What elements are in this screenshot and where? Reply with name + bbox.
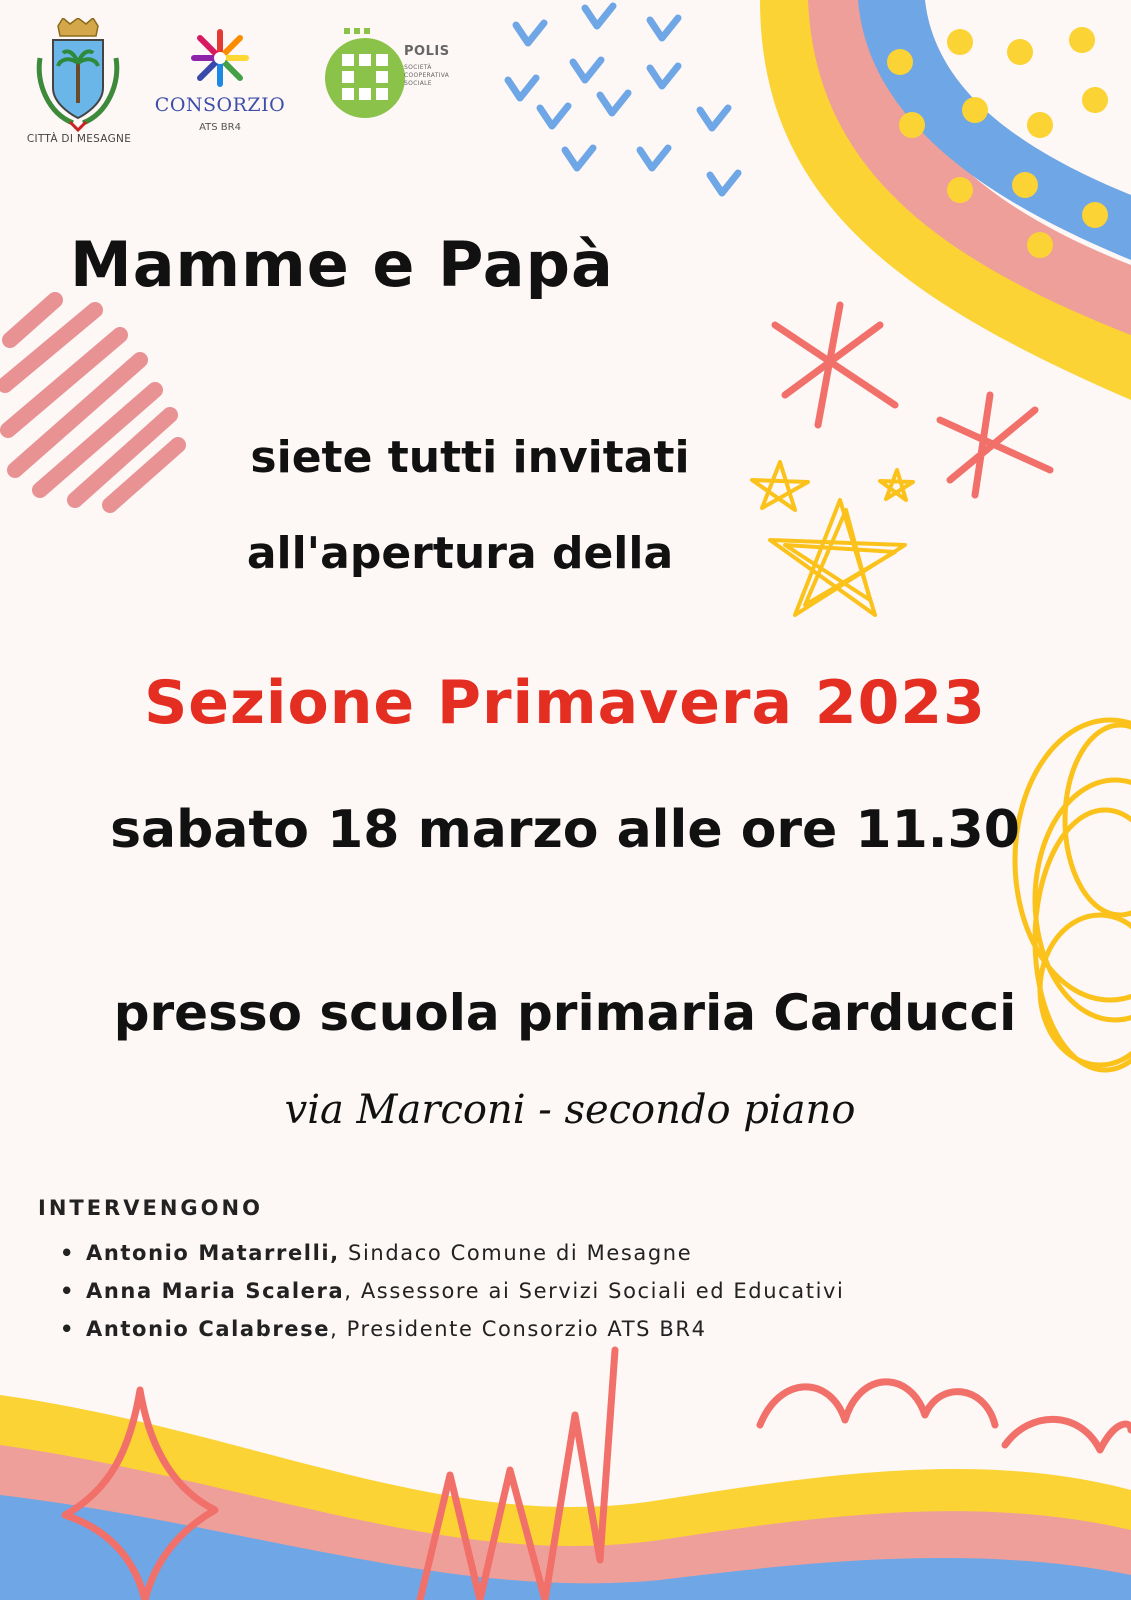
consorzio-subtitle: ATS BR4 (199, 122, 241, 133)
blue-checkmarks (508, 6, 738, 193)
speaker-role: , Presidente Consorzio ATS BR4 (330, 1317, 707, 1341)
section-name: Sezione Primavera 2023 (144, 668, 986, 738)
event-date-time: sabato 18 marzo alle ore 11.30 (110, 800, 1020, 860)
list-item (60, 1310, 845, 1348)
speaker-name: Antonio Calabrese (86, 1317, 331, 1341)
city-caption: CITTÀ DI MESAGNE (26, 133, 132, 145)
polis-subtitle: SOCIETÀ COOPERATIVA SOCIALE (404, 64, 450, 87)
invite-line-2: all'apertura della (246, 528, 674, 579)
polis-grid-icon (322, 28, 408, 124)
consorzio-flower-icon (188, 26, 252, 90)
consorzio-name: CONSORZIO (154, 94, 286, 116)
speaker-role: , Assessore ai Servizi Sociali ed Educativi (344, 1279, 845, 1303)
event-address: via Marconi - secondo piano (284, 1087, 856, 1133)
polis-name: POLIS (404, 44, 450, 59)
event-place: presso scuola primaria Carducci (113, 984, 1017, 1042)
speakers-list (60, 1234, 845, 1348)
coat-of-arms-icon (28, 18, 128, 133)
list-item (60, 1234, 845, 1272)
pink-scribble (5, 300, 178, 505)
invite-line-1: siete tutti invitati (250, 432, 690, 483)
speakers-title: INTERVENGONO (38, 1196, 263, 1220)
poster-title: Mamme e Papà (70, 228, 614, 301)
speaker-name: Antonio Matarrelli, (86, 1241, 340, 1265)
list-item (60, 1272, 845, 1310)
speaker-name: Anna Maria Scalera (86, 1279, 345, 1303)
speaker-role: Sindaco Comune di Mesagne (339, 1241, 693, 1265)
yellow-stars (752, 462, 913, 615)
